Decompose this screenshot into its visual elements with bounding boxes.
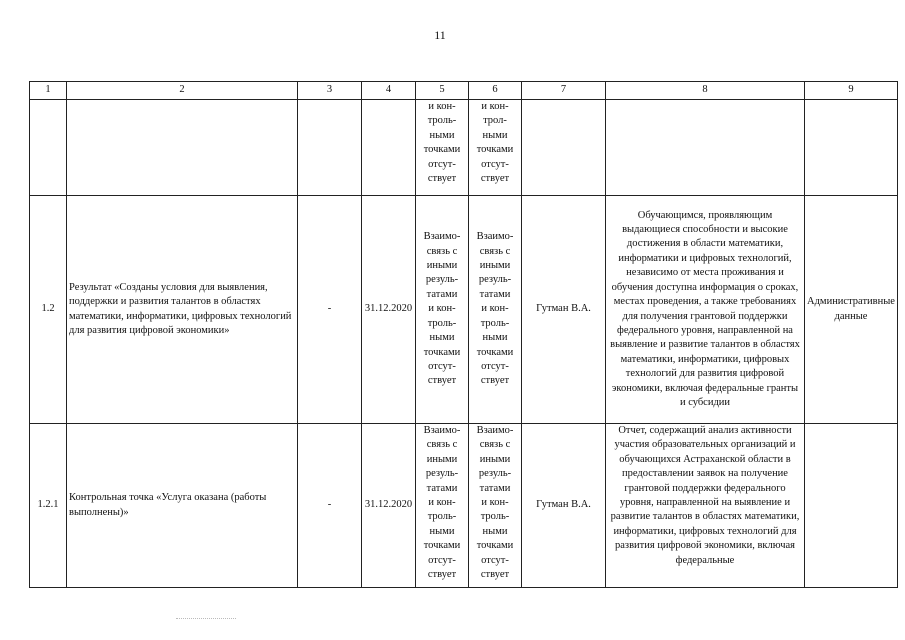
cell-col5: и кон- троль- ными точками отсут- ствует [416, 100, 469, 196]
table-row [30, 196, 898, 424]
table-row [30, 424, 898, 588]
row-col3: - [298, 424, 362, 588]
cell-col6: и кон- трол- ными точками отсут- ствует [469, 100, 522, 196]
row-description: Отчет, содержащий анализ активности участия образовательных организаций и обучающихся Астраханской области в предоставлении заявок на получение грантовой поддержки федерального уровня, направленной на выявление и развитие талантов в областях математики, информатики, цифровых технологий для развития цифровой экономики, включая федеральные [606, 424, 805, 588]
header-cell: 8 [606, 82, 805, 100]
scan-artifact [176, 618, 236, 622]
row-number: 1.2 [30, 196, 67, 424]
page-number: 11 [434, 28, 446, 42]
row-col5: Взаимо- связь с иными резуль- татами и кон- троль- ными точками отсут- ствует [416, 196, 469, 424]
row-number: 1.2.1 [30, 424, 67, 588]
header-cell: 9 [805, 82, 898, 100]
table-header-row [30, 82, 898, 100]
header-cell: 2 [67, 82, 298, 100]
row-col6: Взаимо- связь с иными резуль- татами и кон- троль- ными точками отсут- ствует [469, 424, 522, 588]
plan-table [29, 81, 898, 588]
cell-empty [522, 100, 606, 196]
row-responsible: Гутман В.А. [522, 196, 606, 424]
row-col3: - [298, 196, 362, 424]
cell-empty [298, 100, 362, 196]
row-name: Контрольная точка «Услуга оказана (работы выполнены)» [67, 424, 298, 588]
row-source: Административные данные [805, 196, 898, 424]
header-cell: 5 [416, 82, 469, 100]
row-date: 31.12.2020 [362, 196, 416, 424]
cell-empty [606, 100, 805, 196]
cell-empty [362, 100, 416, 196]
row-source [805, 424, 898, 588]
row-description: Обучающимся, проявляющим выдающиеся способности и высокие достижения в области математики, информатики и цифровых технологий, независимо от места проживания и обучения доступна информация о сроках, местах проведения, а также требованиях для получения грантовой поддержки федерального уровня, направленной на выявление и развитие талантов в областях математики, информатики, цифровых технологий для развития цифровой экономики, включая федеральные гранты и субсидии [606, 196, 805, 424]
row-name: Результат «Созданы условия для выявления, поддержки и развития талантов в областях математики, информатики, цифровых технологий для развития цифровой экономики» [67, 196, 298, 424]
row-date: 31.12.2020 [362, 424, 416, 588]
header-cell: 1 [30, 82, 67, 100]
row-col5: Взаимо- связь с иными резуль- татами и кон- троль- ными точками отсут- ствует [416, 424, 469, 588]
cell-empty [30, 100, 67, 196]
cell-empty [805, 100, 898, 196]
table-row-continued [30, 100, 898, 196]
header-cell: 4 [362, 82, 416, 100]
header-cell: 6 [469, 82, 522, 100]
row-col6: Взаимо- связь с иными резуль- татами и кон- троль- ными точками отсут- ствует [469, 196, 522, 424]
row-responsible: Гутман В.А. [522, 424, 606, 588]
header-cell: 3 [298, 82, 362, 100]
cell-empty [67, 100, 298, 196]
header-cell: 7 [522, 82, 606, 100]
